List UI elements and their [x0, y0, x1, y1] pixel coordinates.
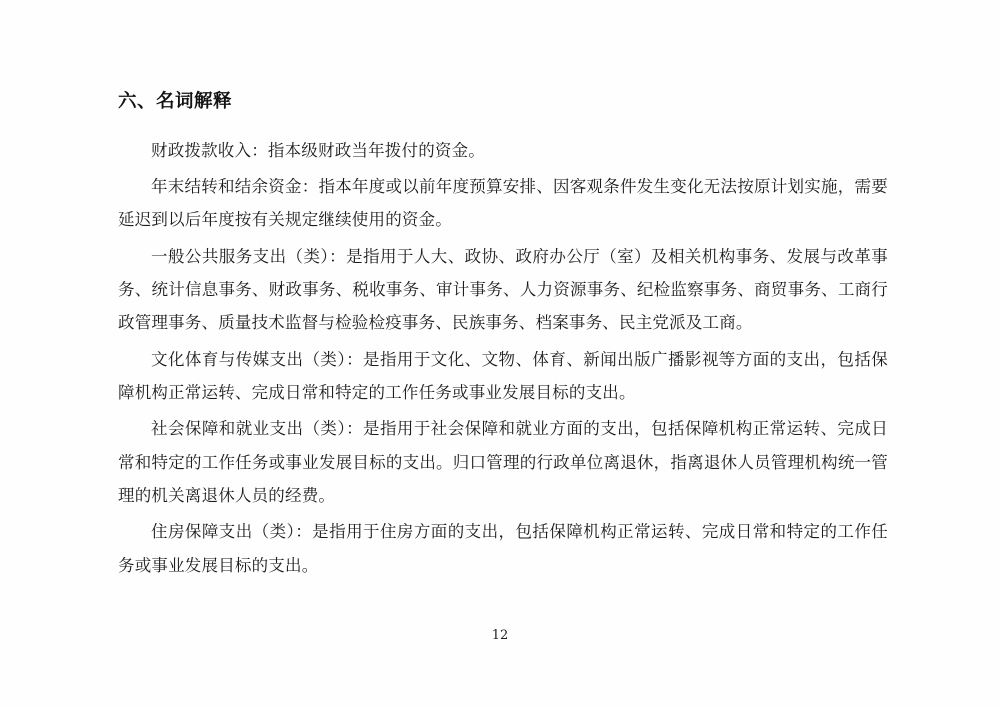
paragraph: 文化体育与传媒支出（类）：是指用于文化、文物、体育、新闻出版广播影视等方面的支出，包括保障机构正常运转、完成日常和特定的工作任务或事业发展目标的支出。 — [118, 349, 888, 403]
paragraph: 住房保障支出（类）：是指用于住房方面的支出，包括保障机构正常运转、完成日常和特定的工作任务或事业发展目标的支出。 — [118, 522, 888, 575]
paragraph: 财政拨款收入：指本级财政当年拨付的资金。 — [151, 140, 485, 160]
page-number: 12 — [491, 628, 509, 643]
paragraph: 社会保障和就业支出（类）：是指用于社会保障和就业方面的支出，包括保障机构正常运转、完成日常和特定的工作任务或事业发展目标的支出。归口管理的行政单位离退休，指离退休人员管理机构统一管理的机关离退休人员的经费。 — [118, 419, 888, 506]
document-body — [118, 88, 888, 585]
paragraph: 年末结转和结余资金：指本年度或以前年度预算安排、因客观条件发生变化无法按原计划实施，需要延迟到以后年度按有关规定继续使用的资金。 — [118, 177, 888, 230]
paragraph: 一般公共服务支出（类）：是指用于人大、政协、政府办公厅（室）及相关机构事务、发展与改革事务、统计信息事务、财政事务、税收事务、审计事务、人力资源事务、纪检监察事务、商贸事务、工商行政管理事务、质量技术监督与检验检疫事务、民族事务、档案事务、民主党派及工商。 — [118, 246, 888, 333]
section-heading: 六、名词解释 — [118, 91, 233, 112]
